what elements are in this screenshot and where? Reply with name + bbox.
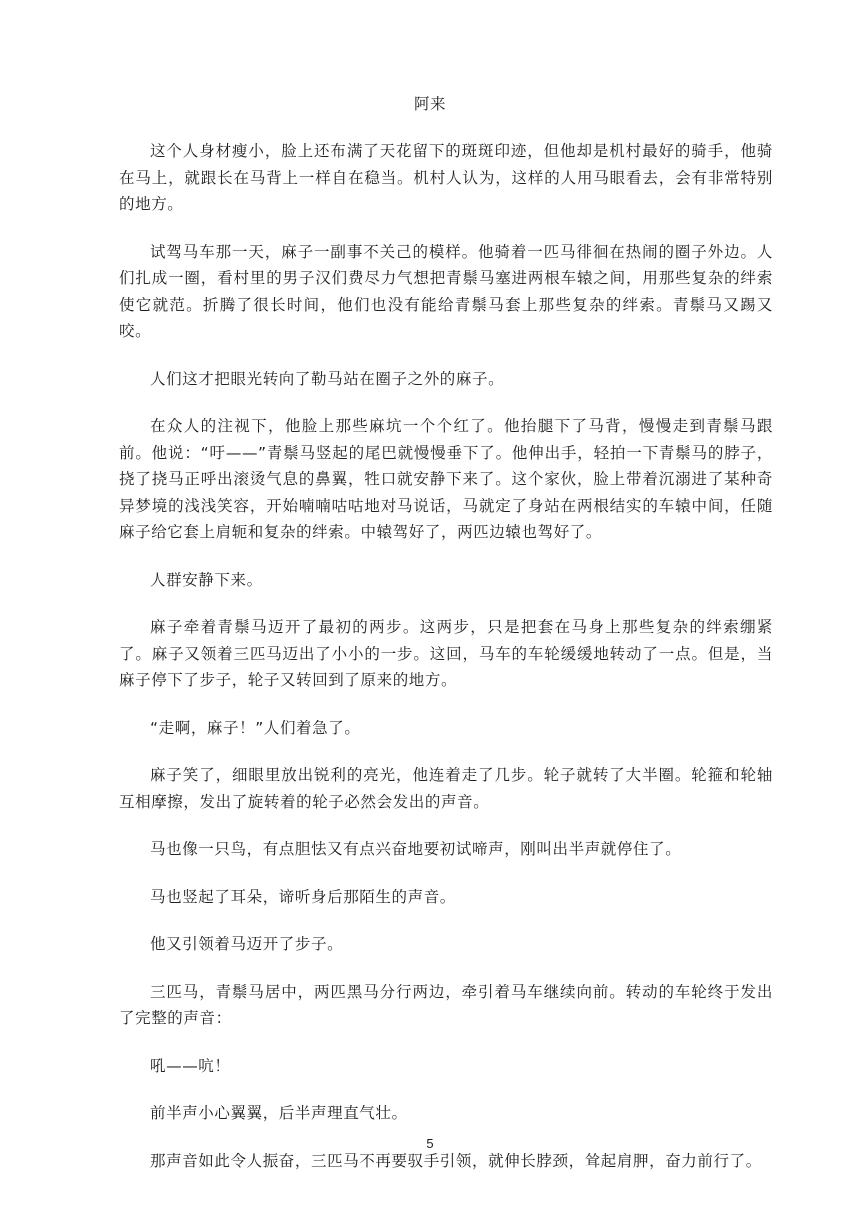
paragraph: 麻子笑了，细眼里放出锐利的亮光，他连着走了几步。轮子就转了大半圈。轮箍和轮轴互相摩擦，发出了旋转着的轮子必然会发出的声音。 <box>119 766 773 811</box>
paragraph: 前半声小心翼翼，后半声理直气壮。 <box>150 1104 408 1122</box>
paragraph: “走啊，麻子！”人们着急了。 <box>150 718 361 737</box>
paragraph: 马也像一只鸟，有点胆怯又有点兴奋地要初试啼声，刚叫出半声就停住了。 <box>150 840 682 858</box>
paragraph: 吼——吭！ <box>150 1056 231 1075</box>
paragraph: 他又引领着马迈开了步子。 <box>150 935 344 953</box>
paragraph: 这个人身材瘦小，脸上还布满了天花留下的斑斑印迹，但他却是机村最好的骑手，他骑在马上，就跟长在马背上一样自在稳当。机村人认为，这样的人用马眼看去，会有非常特别的地方。 <box>119 142 773 213</box>
document-title: 阿来 <box>413 95 446 113</box>
paragraph: 那声音如此令人振奋，三匹马不再要驭手引领，就伸长脖颈，耸起肩胛，奋力前行了。 <box>150 1151 762 1170</box>
paragraph: 马也竖起了耳朵，谛听身后那陌生的声音。 <box>150 887 456 906</box>
paragraph: 人们这才把眼光转向了勒马站在圈子之外的麻子。 <box>150 369 505 388</box>
document-body <box>119 138 773 1195</box>
paragraph: 人群安静下来。 <box>150 570 263 589</box>
paragraph: 试驾马车那一天，麻子一副事不关己的模样。他骑着一匹马徘徊在热闹的圈子外边。人们扎成一圈，看村里的男子汉们费尽力气想把青鬃马塞进两根车辕之间，用那些复杂的绊索使它就范。折腾了很长时间，他们也没有能给青鬃马套上那些复杂的绊索。青鬃马又踢又咬。 <box>119 242 773 340</box>
paragraph: 三匹马，青鬃马居中，两匹黑马分行两边，牵引着马车继续向前。转动的车轮终于发出了完整的声音： <box>119 982 773 1027</box>
page-number: 5 <box>426 1136 434 1151</box>
paragraph: 麻子牵着青鬃马迈开了最初的两步。这两步，只是把套在马身上那些复杂的绊索绷紧了。麻子又领着三匹马迈出了小小的一步。这回，马车的车轮缓缓地转动了一点。但是，当麻子停下了步子，轮子又转回到了原来的地方。 <box>119 618 773 689</box>
paragraph: 在众人的注视下，他脸上那些麻坑一个个红了。他抬腿下了马背，慢慢走到青鬃马跟前。他说：“吁——”青鬃马竖起的尾巴就慢慢垂下了。他伸出手，轻拍一下青鬃马的脖子，挠了挠马正呼出滚烫气息的鼻翼，牲口就安静下来了。这个家伙，脸上带着沉溺进了某种奇异梦境的浅浅笑容，开始喃喃咕咕地对马说话，马就定了身站在两根结实的车辕中间，任随麻子给它套上肩轭和复杂的绊索。中辕驾好了，两匹边辕也驾好了。 <box>119 417 773 541</box>
